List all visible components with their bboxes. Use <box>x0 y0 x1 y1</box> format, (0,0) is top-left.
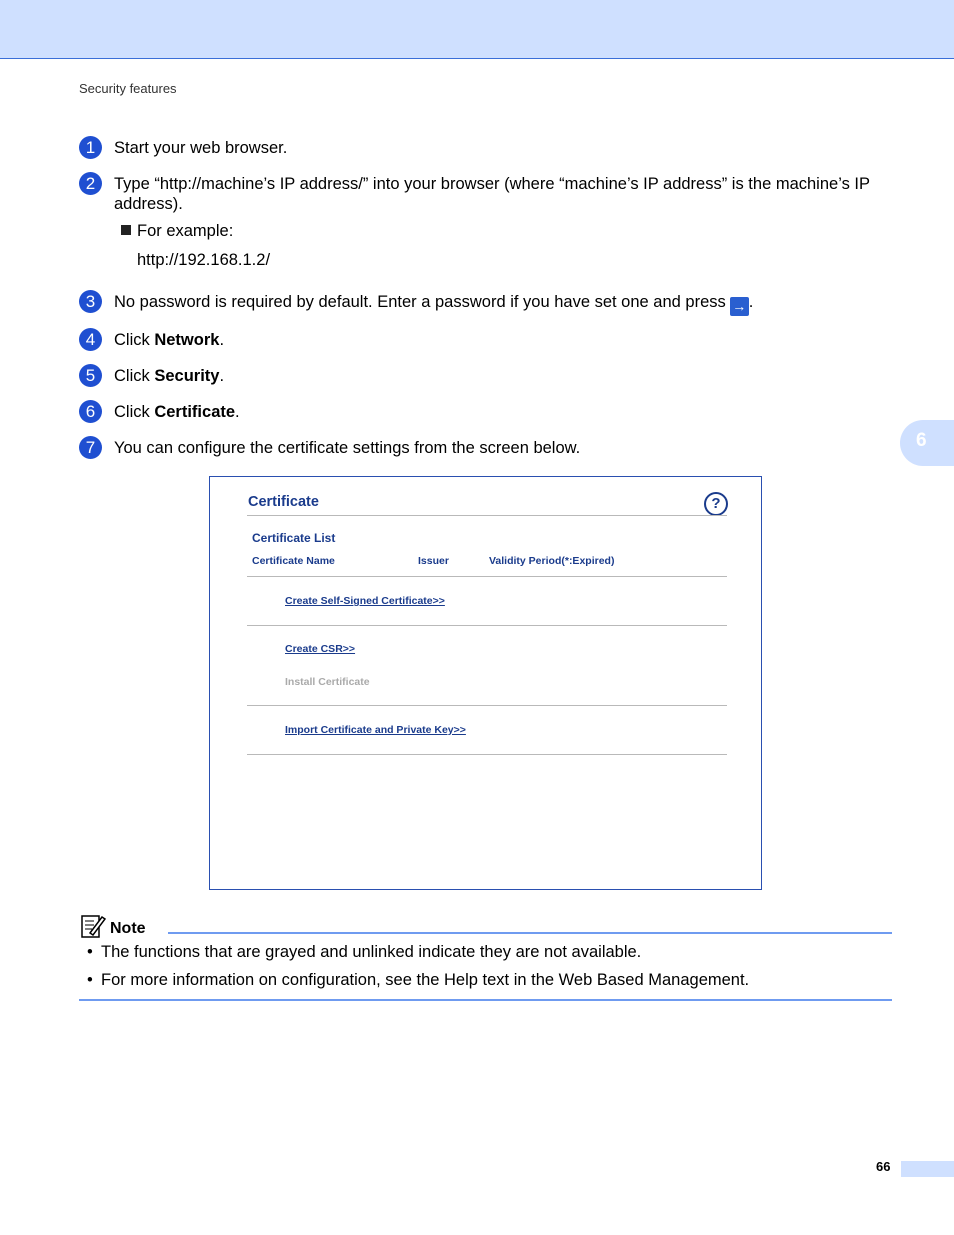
section-title: Security features <box>79 81 177 96</box>
step-text: Type “http://machine’s IP address/” into your browser (where “machine’s IP address” is the machine’s IP address). <box>114 175 870 213</box>
step-3: 3 No password is required by default. Enter a password if you have set one and press → . <box>79 292 899 316</box>
divider <box>247 754 727 755</box>
step-7 <box>79 438 899 458</box>
chapter-tab: 6 <box>900 420 954 466</box>
step-6: 6 Click Certificate. <box>79 402 899 422</box>
step-number: 4 <box>79 328 102 351</box>
certificate-screenshot <box>209 476 762 890</box>
divider <box>247 576 727 577</box>
certificate-title: Certificate <box>248 494 319 510</box>
step-2 <box>79 174 899 214</box>
create-csr-link[interactable]: Create CSR>> <box>285 643 356 655</box>
square-bullet-icon <box>121 225 131 235</box>
divider <box>247 625 727 626</box>
step-number: 6 <box>79 400 102 423</box>
menu-network: Network <box>154 331 220 349</box>
step-text: Start your web browser. <box>114 139 288 157</box>
certificate-list-title: Certificate List <box>252 531 336 545</box>
step-number: 1 <box>79 136 102 159</box>
step-number: 2 <box>79 172 102 195</box>
import-certificate-link[interactable]: Import Certificate and Private Key>> <box>285 724 466 736</box>
step-number: 5 <box>79 364 102 387</box>
page-number-band <box>901 1161 954 1177</box>
header-band <box>0 0 954 59</box>
step-4: 4 Click Network. <box>79 330 899 350</box>
note-title: Note <box>110 920 146 937</box>
note-rule-bottom <box>79 999 892 1001</box>
step-1 <box>79 138 899 158</box>
example-url: http://192.168.1.2/ <box>137 251 271 269</box>
step-number: 7 <box>79 436 102 459</box>
column-certificate-name: Certificate Name <box>252 555 335 567</box>
note-rule-top <box>168 932 892 934</box>
menu-security: Security <box>154 367 220 385</box>
create-self-signed-link[interactable]: Create Self-Signed Certificate>> <box>285 595 445 607</box>
note-pencil-icon <box>80 913 106 939</box>
page-number: 66 <box>876 1159 891 1174</box>
arrow-right-icon: → <box>730 297 749 316</box>
example-label: For example: <box>121 222 233 241</box>
column-validity-period: Validity Period(*:Expired) <box>489 555 615 567</box>
note-item: • The functions that are grayed and unlinked indicate they are not available. <box>87 943 642 961</box>
divider <box>247 515 727 516</box>
step-text: You can configure the certificate settings from the screen below. <box>114 439 581 457</box>
menu-certificate: Certificate <box>154 403 236 421</box>
step-text: No password is required by default. Enter a password if you have set one and press <box>114 293 726 311</box>
step-5: 5 Click Security. <box>79 366 899 386</box>
help-icon[interactable]: ? <box>704 492 728 516</box>
column-issuer: Issuer <box>418 555 449 567</box>
note-item: • For more information on configuration, see the Help text in the Web Based Management. <box>87 971 750 989</box>
install-certificate-disabled: Install Certificate <box>285 676 370 688</box>
divider <box>247 705 727 706</box>
step-number: 3 <box>79 290 102 313</box>
